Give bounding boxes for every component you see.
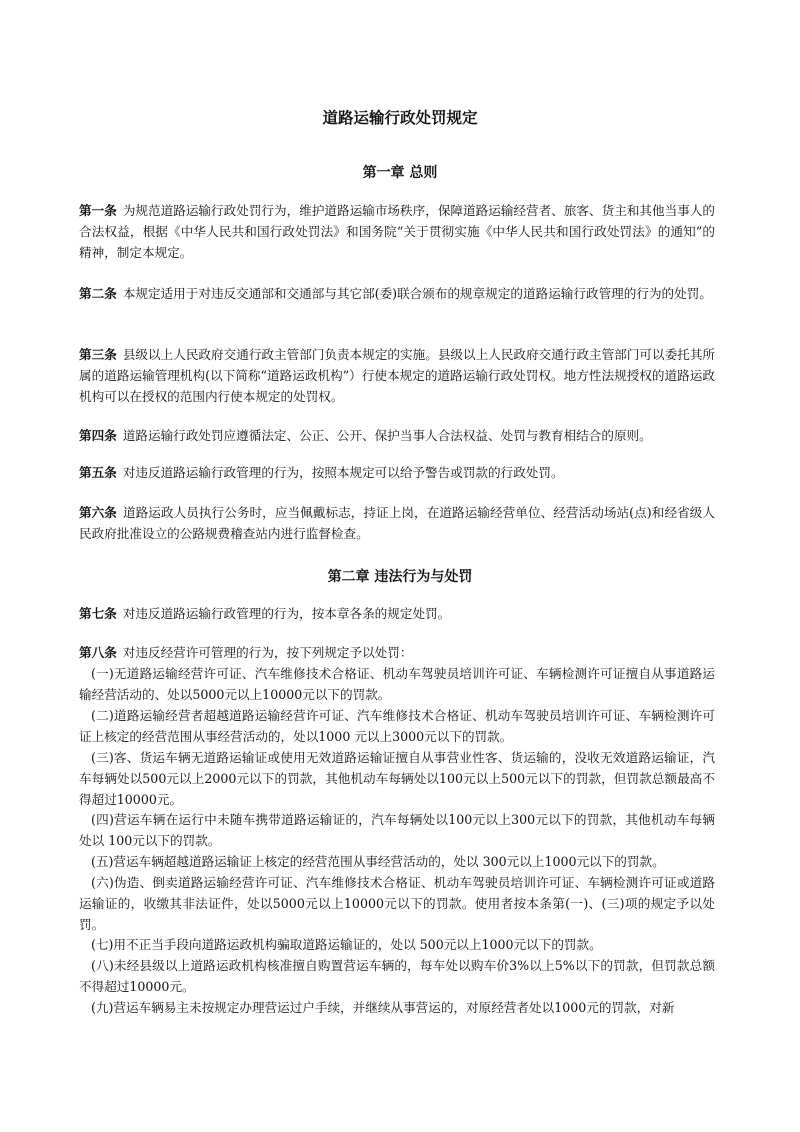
article-paragraph [79,643,715,664]
article-paragraph [79,345,715,407]
article-label: 第一条 [79,203,117,218]
article-paragraph [79,503,715,545]
article-paragraph [79,604,715,625]
chapter-heading: 第一章 总则 [362,165,438,181]
article-label: 第五条 [79,465,117,480]
article-text: 为规范道路运输行政处罚行为，维护道路运输市场秩序，保障道路运输经营者、旅客、货主和其他当事人的合法权益，根据《中华人民共和国行政处罚法》和国务院“关于贯彻实施《中华人民共和国行政处罚法》的通知”的精神，制定本规定。 [79,203,716,260]
chapter-heading: 第二章 违法行为与处罚 [327,569,473,585]
clause-item: (五)营运车辆超越道路运输证上核定的经营范围从事经营活动的，处以 300元以上1000元以下的罚款。 [91,854,665,869]
article-text: 对违反经营许可管理的行为，按下列规定予以处罚： [122,645,413,660]
clause-item: (四)营运车辆在运行中未随车携带道路运输证的，汽车每辆处以100元以上300元以下的罚款，其他机动车每辆处以 100元以下的罚款。 [79,812,715,848]
article-text: 道路运输行政处罚应遵循法定、公正、公开、保护当事人合法权益、处罚与教育相结合的原则。 [122,428,652,443]
article-text: 道路运政人员执行公务时，应当佩戴标志，持证上岗，在道路运输经营单位、经营活动场站(点)和经省级人民政府批准设立的公路规费稽查站内进行监督检查。 [79,505,716,541]
article-paragraph [79,284,715,305]
article-text: 对违反道路运输行政管理的行为，按照本规定可以给予警告或罚款的行政处罚。 [122,465,564,480]
article-paragraph [79,201,715,263]
document-title: 道路运输行政处罚规定 [322,109,478,127]
article-label: 第六条 [79,505,117,520]
clause-item: (九)营运车辆易主未按规定办理营运过户手续，并继续从事营运的，对原经营者处以1000元的罚款，对新 [91,1000,675,1015]
article-text: 本规定适用于对违反交通部和交通部与其它部(委)联合颁布的规章规定的道路运输行政管理的行为的处罚。 [122,286,712,301]
clause-item: (八)未经县级以上道路运政机构核准擅自购置营运车辆的，每车处以购车价3%以上5%以下的罚款，但罚款总额不得超过10000元。 [79,958,715,994]
article-label: 第七条 [79,606,117,621]
article-text: 县级以上人民政府交通行政主管部门负责本规定的实施。县级以上人民政府交通行政主管部门可以委托其所属的道路运输管理机构(以下简称“道路运政机构”）行使本规定的道路运输行政处罚权。地方性法规授权的道路运政机构可以在授权的范围内行使本规定的处罚权。 [79,347,716,404]
clause-item: (一)无道路运输经营许可证、汽车维修技术合格证、机动车驾驶员培训许可证、车辆检测许可证擅自从事道路运输经营活动的、处以5000元以上10000元以下的罚款。 [79,666,715,702]
clause-item: (二)道路运输经营者超越道路运输经营许可证、汽车维修技术合格证、机动车驾驶员培训许可证、车辆检测许可证上核定的经营范围从事经营活动的，处以1000 元以上3000元以下的罚款。 [79,708,715,744]
article-text: 对违反道路运输行政管理的行为，按本章各条的规定处罚。 [122,606,451,621]
article-label: 第二条 [79,286,117,301]
clause-item: (三)客、货运车辆无道路运输证或使用无效道路运输证擅自从事营业性客、货运输的，没收无效道路运输证，汽车每辆处以500元以上2000元以下的罚款，其他机动车每辆处以100元以上500元以下的罚款，但罚款总额最高不得超过10000元。 [79,750,715,807]
article-label: 第八条 [79,645,117,660]
clause-item: (七)用不正当手段向道路运政机构骗取道路运输证的，处以 500元以上1000元以下的罚款。 [91,937,602,952]
article-paragraph [79,463,715,484]
article-label: 第三条 [79,347,117,362]
article-label: 第四条 [79,428,117,443]
clause-item: (六)伪造、倒卖道路运输经营许可证、汽车维修技术合格证、机动车驾驶员培训许可证、车辆检测许可证或道路运输证的，收缴其非法证件，处以5000元以上10000元以下的罚款。使用者按本条第(一)、(三)项的规定予以处罚。 [79,875,715,932]
article-paragraph [79,426,715,447]
